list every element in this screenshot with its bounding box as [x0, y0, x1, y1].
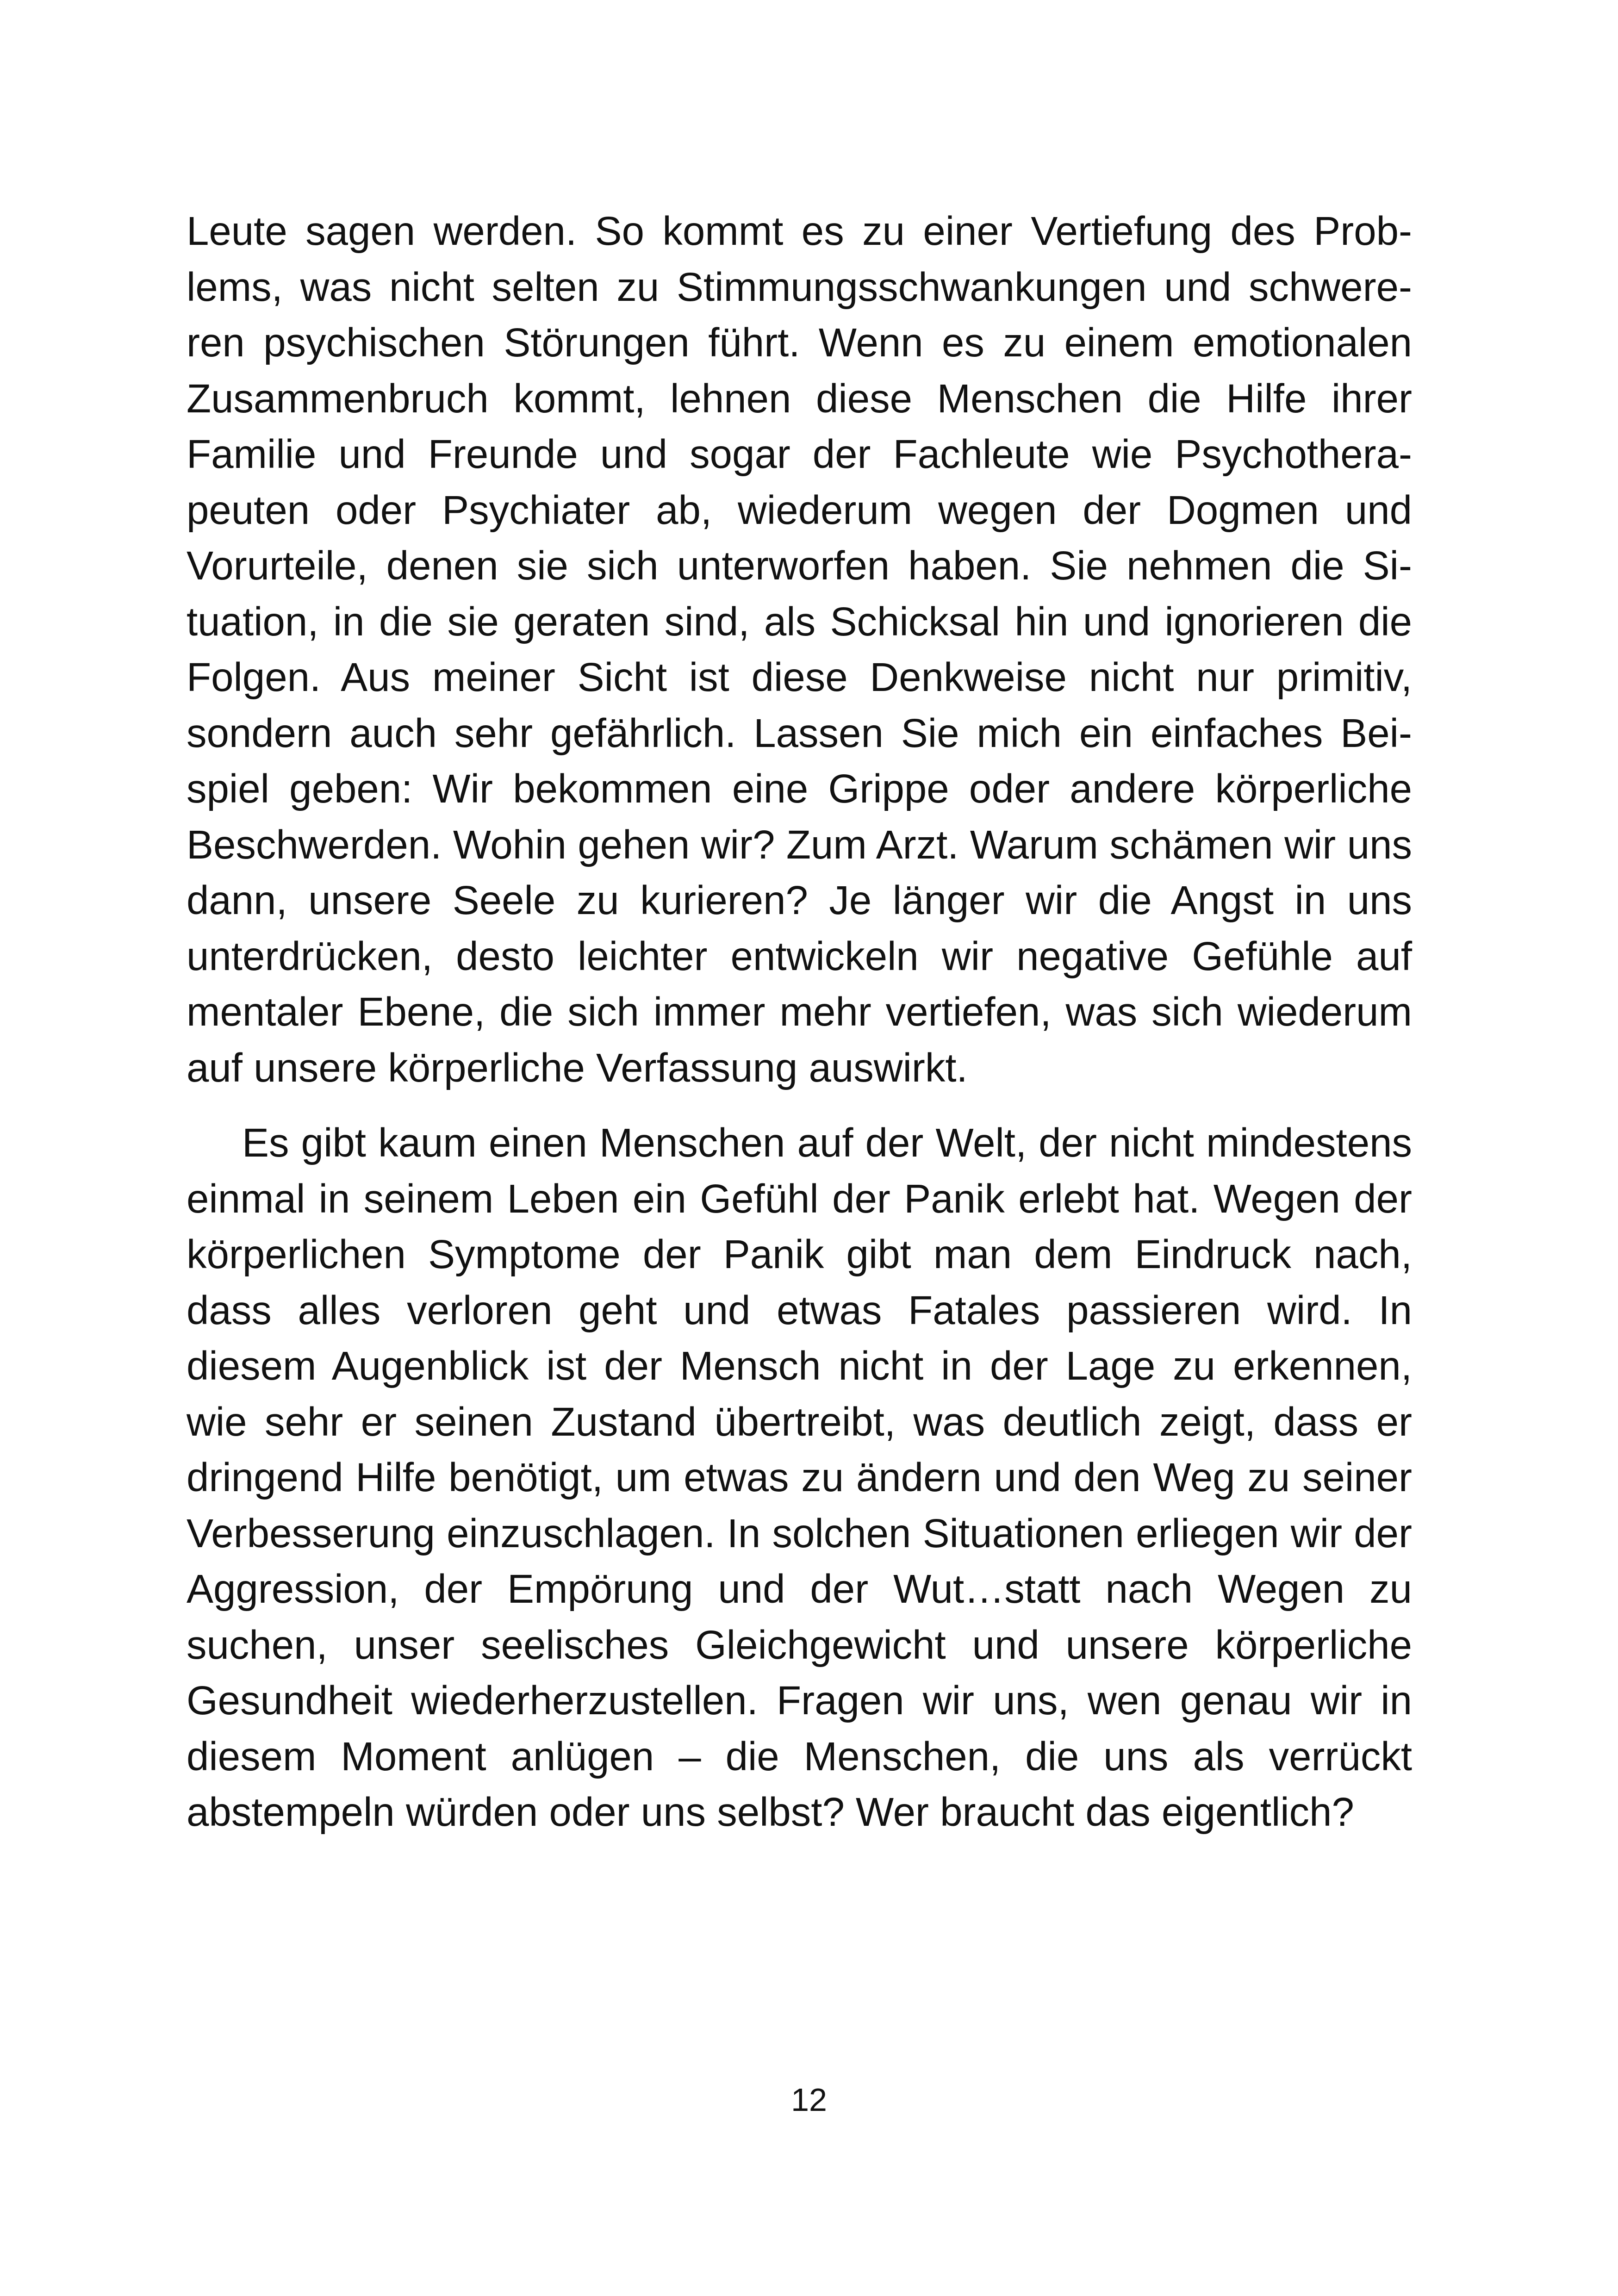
paragraph-2: Es gibt kaum einen Menschen auf der Welt, der nicht mindestens einmal in seinem Leben ein Gefühl der Panik erlebt hat. Wegen der körperlichen Symptome der Panik gibt man dem Eindruck nach, dass alles verloren geht und etwas Fatales passieren wird. In diesem Augenblick ist der Mensch nicht in der Lage zu erkennen, wie sehr er seinen Zustand übertreibt, was deutlich zeigt, dass er dringend Hilfe benötigt, um etwas zu ändern und den Weg zu seiner Verbesserung einzuschlagen. In solchen Situationen erliegen wir der Aggression, der Empörung und der Wut…statt nach Wegen zu suchen, unser seelisches Gleichgewicht und unsere körperliche Gesundheit wiederherzustellen. Fragen wir uns, wen genau wir in diesem Moment anlügen – die Menschen, die uns als verrückt abstempeln würden oder uns selbst? Wer braucht das eigentlich?	[187, 1120, 1412, 1835]
body-text	[187, 204, 1412, 1841]
page-number: 12	[791, 2082, 827, 2118]
paragraph-1: Leute sagen werden. So kommt es zu einer Vertiefung des Problems, was nicht selten zu Stimmungsschwankungen und schwereren psychischen Störungen führt. Wenn es zu einem emotionalen Zusammenbruch kommt, lehnen diese Menschen die Hilfe ihrer Familie und Freunde und sogar der Fachleute wie Psychotherapeuten oder Psychiater ab, wiederum wegen der Dogmen und Vorurteile, denen sie sich unterworfen haben. Sie nehmen die Situation, in die sie geraten sind, als Schicksal hin und ignorieren die Folgen. Aus meiner Sicht ist diese Denkweise nicht nur primitiv, sondern auch sehr gefährlich. Lassen Sie mich ein einfaches Beispiel geben: Wir bekommen eine Grippe oder andere körperliche Beschwerden. Wohin gehen wir? Zum Arzt. Warum schämen wir uns dann, unsere Seele zu kurieren? Je länger wir die Angst in uns unterdrücken, desto leichter entwickeln wir negative Gefühle auf mentaler Ebene, die sich immer mehr vertiefen, was sich wiederum auf unsere körperliche Verfassung auswirkt.	[187, 209, 1412, 1090]
